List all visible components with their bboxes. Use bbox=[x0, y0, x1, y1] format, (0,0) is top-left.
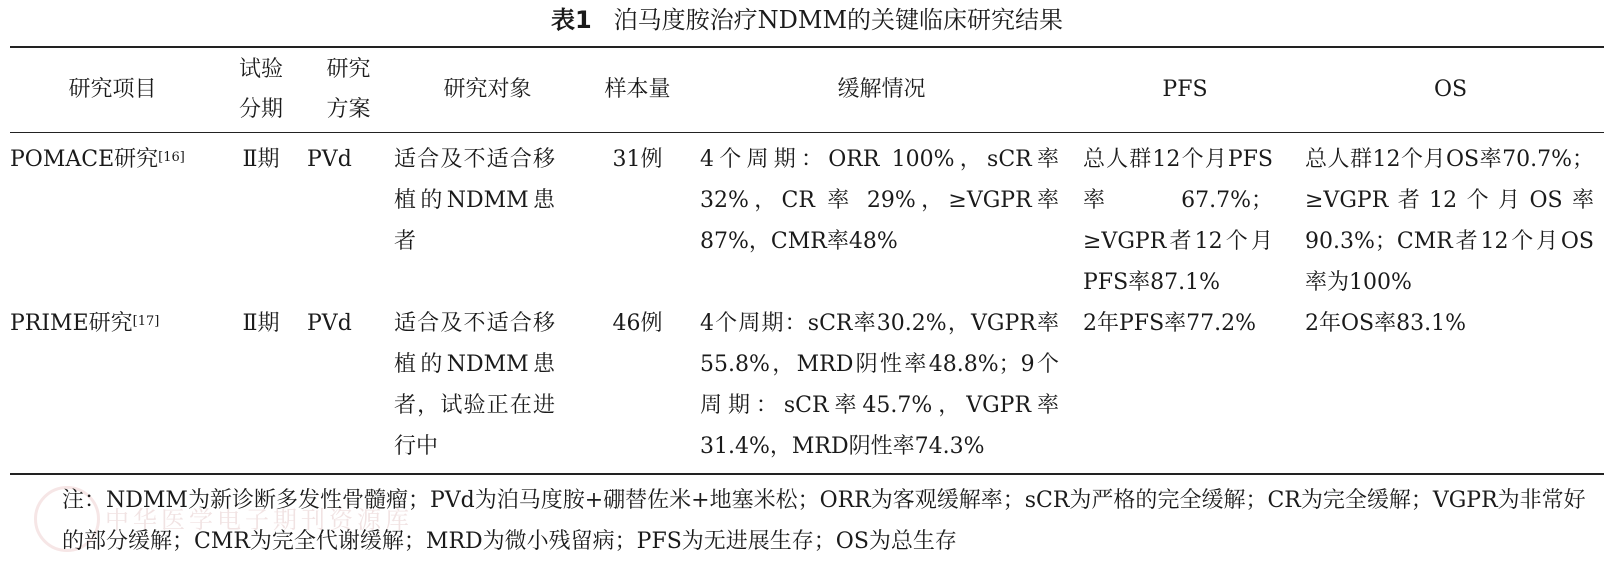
cell-sample: 46例 bbox=[612, 311, 663, 336]
footnote-text: 注：NDMM为新诊断多发性骨髓瘤；PVd为泊马度胺+硼替佐米+地塞米松；ORR为客观缓解率；sCR为严格的完全缓解；CR为完全缓解；VGPR为非常好的部分缓解；CMR为完全代谢缓解；MRD为微小残留病；PFS为无进展生存；OS为总生存 bbox=[62, 488, 1586, 554]
publisher-watermark: 中华医学电子期刊资源库 bbox=[105, 506, 413, 534]
table-caption: 泊马度胺治疗NDMM的关键临床研究结果 bbox=[613, 6, 1064, 34]
cell-subjects: 适合及不适合移植的NDMM患者 bbox=[394, 147, 555, 254]
table-row bbox=[10, 303, 1604, 474]
cell-regimen: PVd bbox=[307, 311, 352, 336]
cell-response: 4个周期：ORR 100%，sCR率32%，CR 率 29%，≥VGPR率87%，CMR率48% bbox=[700, 147, 1059, 254]
header-os: OS bbox=[1433, 77, 1468, 102]
table-number: 表1 bbox=[550, 6, 592, 34]
cell-subjects: 适合及不适合移植的NDMM患者，试验正在进行中 bbox=[394, 311, 555, 459]
clinical-studies-table bbox=[10, 46, 1604, 475]
cell-pfs: 2年PFS率77.2% bbox=[1083, 311, 1257, 336]
cell-response: 4个周期：sCR率30.2%，VGPR率55.8%，MRD阴性率48.8%；9个周期：sCR率45.7%，VGPR率31.4%，MRD阴性率74.3% bbox=[700, 311, 1059, 459]
header-sample: 样本量 bbox=[604, 77, 671, 102]
header-regimen: 研究 方案 bbox=[326, 57, 371, 122]
cell-study: PRIME研究[17] bbox=[10, 311, 160, 336]
header-response: 缓解情况 bbox=[837, 77, 926, 102]
cell-os: 总人群12个月OS率70.7%；≥VGPR者12个月OS率90.3%；CMR者12个月OS率为100% bbox=[1305, 147, 1594, 295]
citation-ref[interactable]: [16] bbox=[158, 150, 185, 165]
header-phase: 试验 分期 bbox=[238, 57, 283, 122]
table-row bbox=[10, 133, 1604, 304]
header-subjects: 研究对象 bbox=[443, 77, 532, 102]
table-title bbox=[0, 2, 1614, 38]
cell-os: 2年OS率83.1% bbox=[1305, 311, 1466, 336]
cell-study: POMACE研究[16] bbox=[10, 147, 185, 172]
cell-pfs: 总人群12个月PFS率67.7%；≥VGPR者12个月PFS率87.1% bbox=[1083, 147, 1273, 295]
cell-sample: 31例 bbox=[612, 147, 663, 172]
cell-phase: Ⅱ期 bbox=[242, 311, 280, 336]
header-study: 研究项目 bbox=[68, 77, 157, 102]
cell-regimen: PVd bbox=[307, 147, 352, 172]
citation-ref[interactable]: [17] bbox=[132, 314, 160, 329]
header-pfs: PFS bbox=[1162, 77, 1208, 102]
cell-phase: Ⅱ期 bbox=[242, 147, 280, 172]
header-row bbox=[10, 47, 1604, 133]
table-footnote bbox=[10, 480, 1604, 562]
